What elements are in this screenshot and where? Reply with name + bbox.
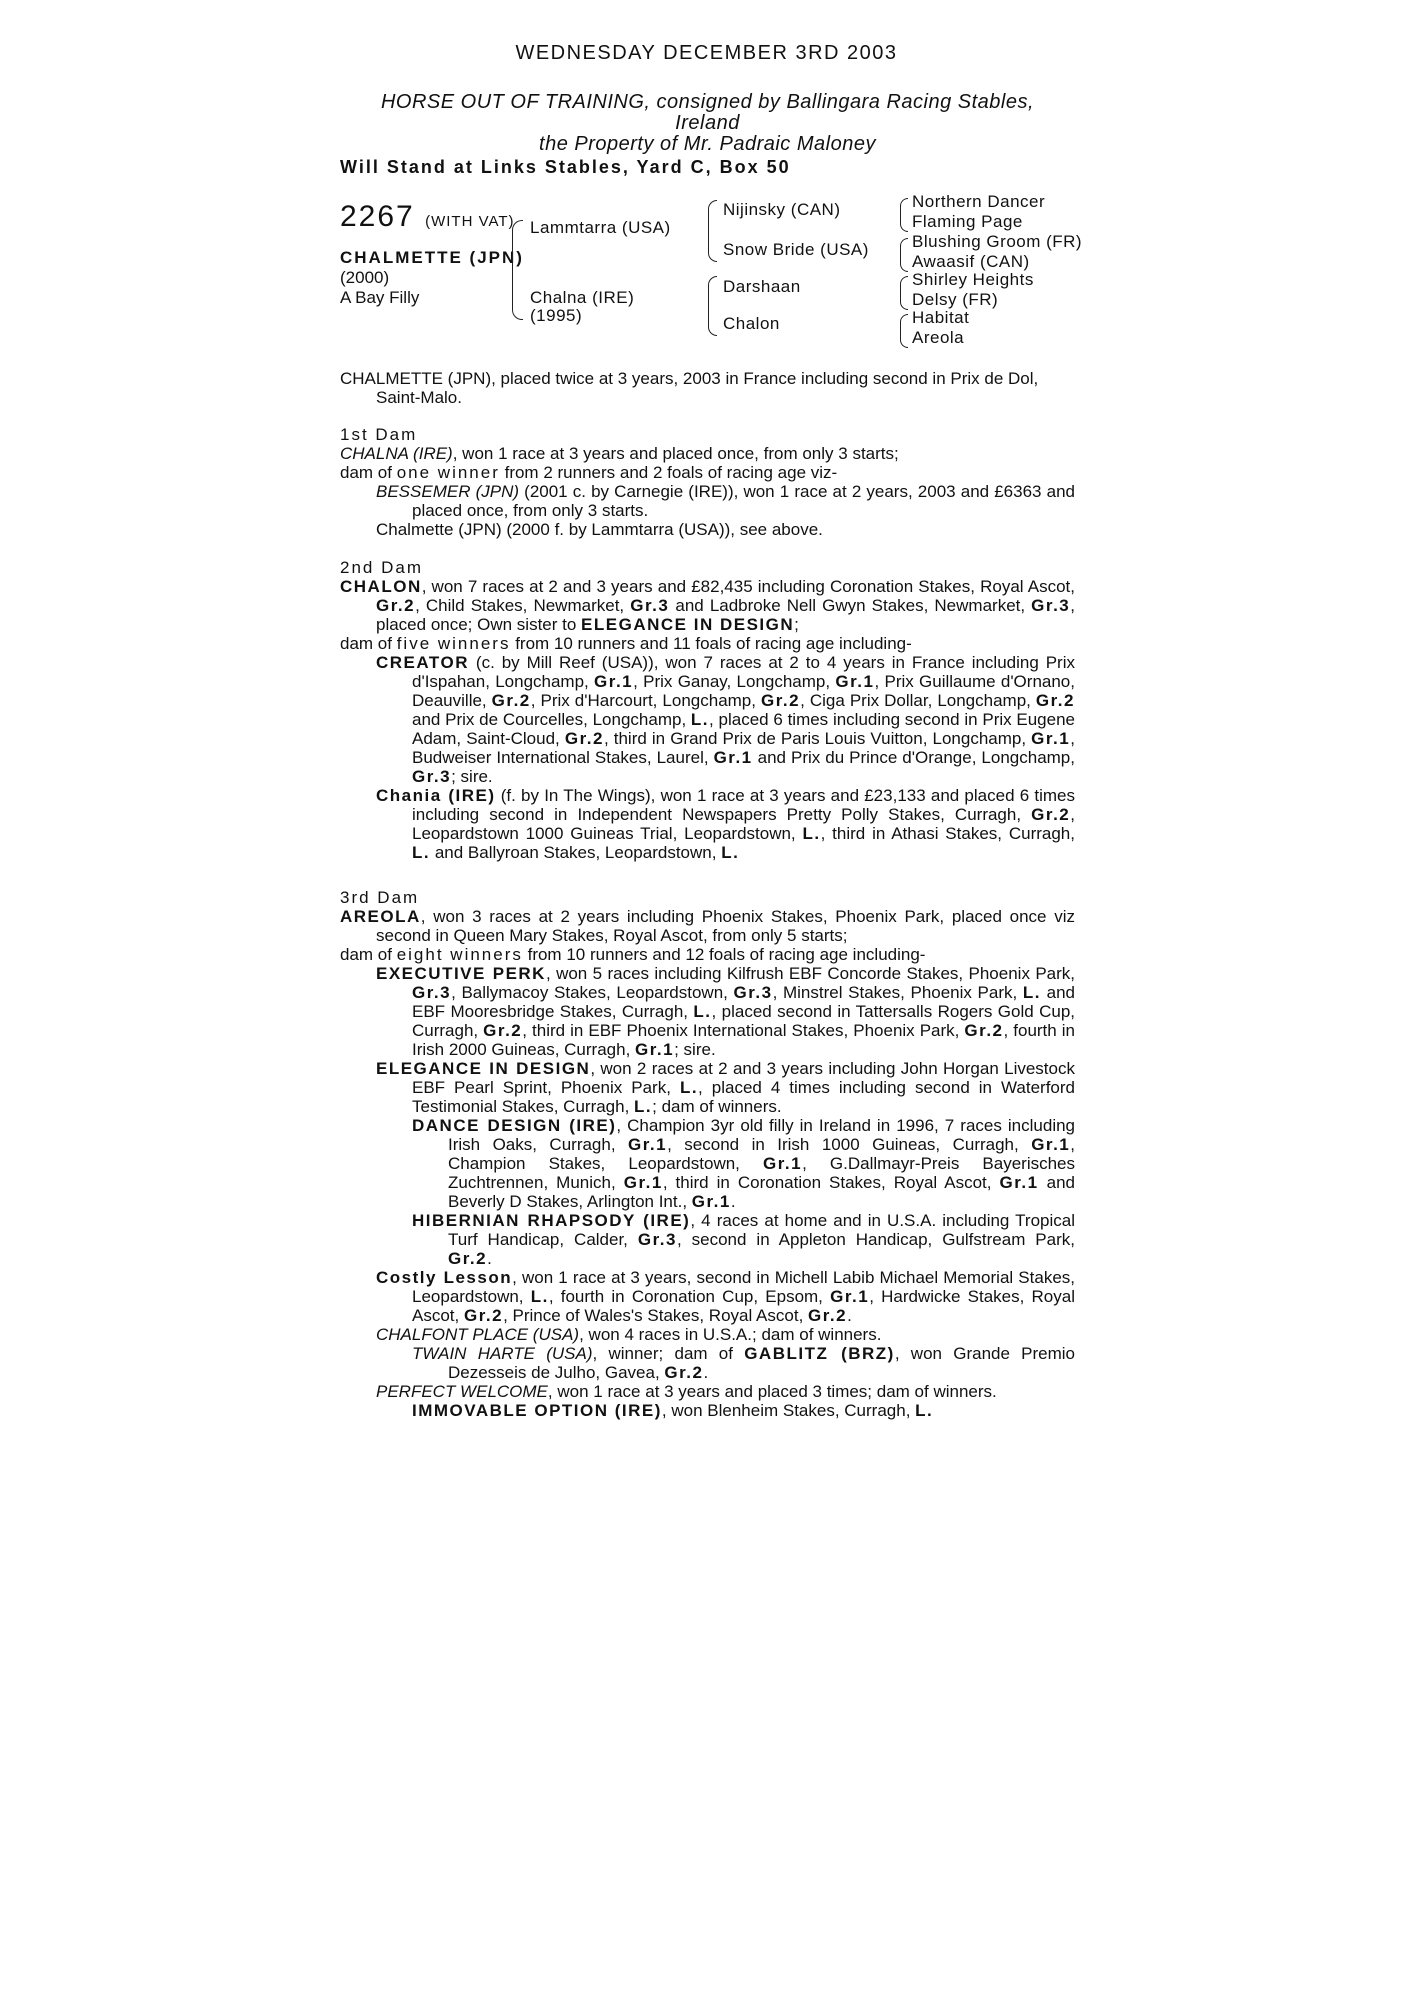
vat-note: (WITH VAT) <box>425 213 515 230</box>
dam-summary: AREOLA, won 3 races at 2 years including Phoenix Stakes, Phoenix Park, placed once viz second in Queen Mary Stakes, Royal Ascot, from only 5 starts; <box>340 907 1075 945</box>
first-dam-section <box>340 425 1075 539</box>
pedigree-dsd: Delsy (FR) <box>912 290 999 309</box>
pedigree-dss: Shirley Heights <box>912 270 1034 289</box>
produce-entry: TWAIN HARTE (USA), winner; dam of GABLITZ (BRZ), won Grande Premio Dezesseis de Julho, Gavea, Gr.2. <box>412 1344 1076 1382</box>
pedigree-brace <box>512 220 523 320</box>
second-dam-section <box>340 558 1075 862</box>
consignor-block <box>340 92 1075 155</box>
produce-entry: EXECUTIVE PERK, won 5 races including Kilfrush EBF Concorde Stakes, Phoenix Park, Gr.3, Ballymacoy Stakes, Leopardstown, Gr.3, Minstrel Stakes, Phoenix Park, L. and EBF Mooresbridge Stakes, Curragh, L., placed second in Tattersalls Rogers Gold Cup, Curragh, Gr.2, third in EBF Phoenix International Stakes, Phoenix Park, Gr.2, fourth in Irish 2000 Guineas, Curragh, Gr.1; sire. <box>376 964 1076 1059</box>
sale-date: WEDNESDAY DECEMBER 3RD 2003 <box>515 42 898 64</box>
produce-entry: CREATOR (c. by Mill Reef (USA)), won 7 races at 2 to 4 years in France including Prix d'Ispahan, Longchamp, Gr.1, Prix Ganay, Longchamp, Gr.1, Prix Guillaume d'Ornano, Deauville, Gr.2, Prix d'Harcourt, Longchamp, Gr.2, Ciga Prix Dollar, Longchamp, Gr.2 and Prix de Courcelles, Longchamp, L., placed 6 times including second in Prix Eugene Adam, Saint-Cloud, Gr.2, third in Grand Prix de Paris Louis Vuitton, Longchamp, Gr.1, Budweiser International Stakes, Laurel, Gr.1 and Prix du Prince d'Orange, Longchamp, Gr.3; sire. <box>376 653 1075 786</box>
horse-year: (2000) <box>340 268 390 287</box>
stable-location: Will Stand at Links Stables, Yard C, Box 50 <box>340 157 791 177</box>
produce-entry: CHALFONT PLACE (USA), won 4 races in U.S.A.; dam of winners. <box>376 1325 882 1344</box>
dam-produce: dam of eight winners from 10 runners and 12 foals of racing age including- <box>340 945 926 964</box>
pedigree-ddd: Areola <box>912 328 965 347</box>
produce-entry: PERFECT WELCOME, won 1 race at 3 years and placed 3 times; dam of winners. <box>376 1382 997 1401</box>
intro-section <box>340 369 1075 407</box>
pedigree-brace <box>900 198 908 232</box>
pedigree-ssd: Flaming Page <box>912 212 1023 231</box>
lot-number-value: 2267 <box>340 200 415 233</box>
owner-line: the Property of Mr. Padraic Maloney <box>539 133 876 155</box>
third-dam-section <box>340 888 1075 1420</box>
pedigree-dds: Habitat <box>912 308 970 327</box>
section-heading: 1st Dam <box>340 425 418 444</box>
dam-summary: CHALNA (IRE), won 1 race at 3 years and placed once, from only 3 starts; <box>340 444 899 463</box>
lot-number <box>340 200 515 234</box>
pedigree-brace <box>900 276 908 310</box>
section-heading: 3rd Dam <box>340 888 420 907</box>
pedigree-sss: Northern Dancer <box>912 192 1046 211</box>
produce-entry: DANCE DESIGN (IRE), Champion 3yr old filly in Ireland in 1996, 7 races including Irish Oaks, Curragh, Gr.1, second in Irish 1000 Guineas, Curragh, Gr.1, Champion Stakes, Leopardstown, Gr.1, G.Dallmayr-Preis Bayerisches Zuchtrennen, Munich, Gr.1, third in Coronation Stakes, Royal Ascot, Gr.1 and Beverly D Stakes, Arlington Int., Gr.1. <box>412 1116 1076 1211</box>
produce-entry: Chalmette (JPN) (2000 f. by Lammtarra (USA)), see above. <box>376 520 823 539</box>
produce-entry: BESSEMER (JPN) (2001 c. by Carnegie (IRE)), won 1 race at 2 years, 2003 and £6363 and placed once, from only 3 starts. <box>376 482 1075 520</box>
pedigree-sire: Lammtarra (USA) <box>530 218 671 237</box>
pedigree-sire-dam: Snow Bride (USA) <box>723 240 869 259</box>
consignor-line: HORSE OUT OF TRAINING, consigned by Ballingara Racing Stables, <box>380 91 1035 113</box>
produce-entry: Costly Lesson, won 1 race at 3 years, second in Michell Labib Michael Memorial Stakes, Leopardstown, L., fourth in Coronation Cup, Epsom, Gr.1, Hardwicke Stakes, Royal Ascot, Gr.2, Prince of Wales's Stakes, Royal Ascot, Gr.2. <box>376 1268 1076 1325</box>
pedigree-brace <box>900 238 908 272</box>
section-heading: 2nd Dam <box>340 558 423 577</box>
produce-entry: Chania (IRE) (f. by In The Wings), won 1 race at 3 years and £23,133 and placed 6 times including second in Independent Newspapers Pretty Polly Stakes, Curragh, Gr.2, Leopardstown 1000 Guineas Trial, Leopardstown, L., third in Athasi Stakes, Curragh, L. and Ballyroan Stakes, Leopardstown, L. <box>376 786 1075 862</box>
pedigree-dam-year: (1995) <box>530 306 583 325</box>
pedigree-dam-sire: Darshaan <box>723 277 801 296</box>
horse-description: A Bay Filly <box>340 288 420 307</box>
horse-name: CHALMETTE (JPN) <box>340 248 524 267</box>
produce-entry: HIBERNIAN RHAPSODY (IRE), 4 races at home and in U.S.A. including Tropical Turf Handicap, Calder, Gr.3, second in Appleton Handicap, Gulfstream Park, Gr.2. <box>412 1211 1075 1268</box>
pedigree-brace <box>708 200 717 262</box>
pedigree-dam: Chalna (IRE) <box>530 288 635 307</box>
pedigree-brace <box>900 314 908 348</box>
pedigree-sds: Blushing Groom (FR) <box>912 232 1083 251</box>
consignor-line: Ireland <box>675 112 740 134</box>
dam-summary: CHALON, won 7 races at 2 and 3 years and £82,435 including Coronation Stakes, Royal Ascot, Gr.2, Child Stakes, Newmarket, Gr.3 and Ladbroke Nell Gwyn Stakes, Newmarket, Gr.3, placed once; Own sister to ELEGANCE IN DESIGN; <box>340 577 1075 634</box>
pedigree-brace <box>708 276 717 336</box>
produce-entry: IMMOVABLE OPTION (IRE), won Blenheim Stakes, Curragh, L. <box>412 1401 934 1420</box>
pedigree-sire-sire: Nijinsky (CAN) <box>723 200 841 219</box>
dam-produce: dam of one winner from 2 runners and 2 foals of racing age viz- <box>340 463 838 482</box>
pedigree-sdd: Awaasif (CAN) <box>912 252 1030 271</box>
dam-produce: dam of five winners from 10 runners and 11 foals of racing age including- <box>340 634 912 653</box>
dam-name: CHALNA (IRE) <box>340 444 453 463</box>
pedigree-dam-dam: Chalon <box>723 314 780 333</box>
produce-entry: ELEGANCE IN DESIGN, won 2 races at 2 and 3 years including John Horgan Livestock EBF Pearl Sprint, Phoenix Park, L., placed 4 times including second in Waterford Testimonial Stakes, Curragh, L.; dam of winners. <box>376 1059 1076 1116</box>
intro-text: CHALMETTE (JPN), placed twice at 3 years, 2003 in France including second in Prix de Dol, Saint-Malo. <box>340 369 1039 407</box>
